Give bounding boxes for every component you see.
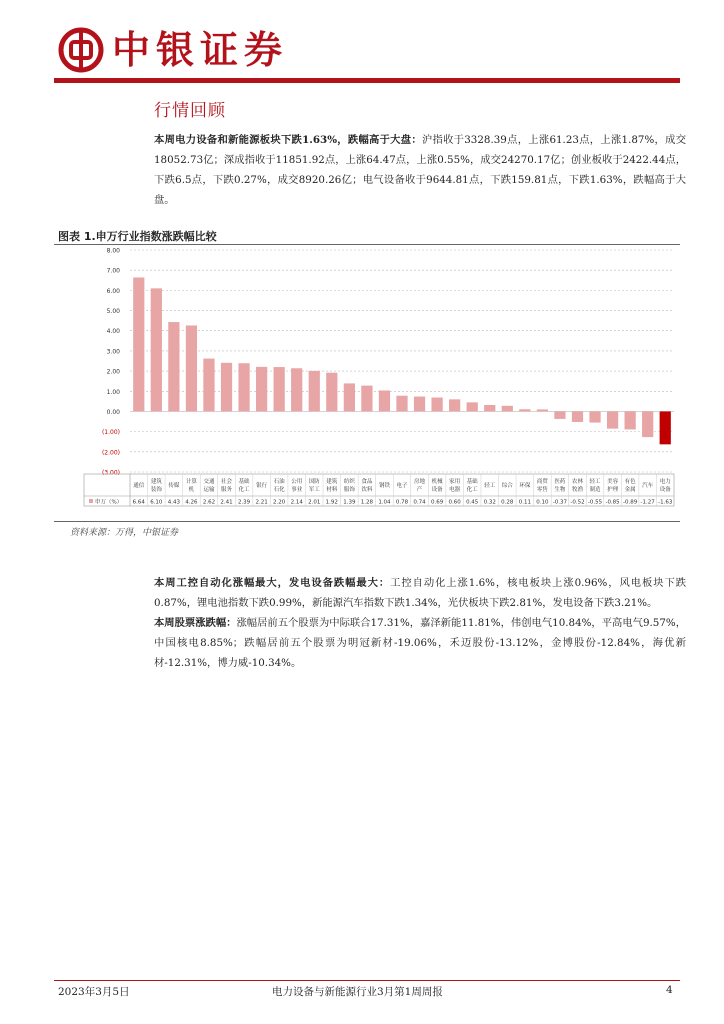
data-label: -0.37 [552, 499, 568, 506]
category-label: 机 [188, 487, 195, 493]
category-label: 美容 [607, 479, 619, 485]
sub-sector-paragraph [154, 573, 686, 613]
bar [414, 397, 425, 412]
figure-title: 图表 1.申万行业指数涨跌幅比较 [58, 230, 217, 243]
data-label: 0.28 [501, 499, 514, 506]
footer-report-name: 电力设备与新能源行业3月第1周周报 [272, 986, 443, 998]
y-tick-label: (2.00) [101, 449, 120, 457]
data-label: 1.92 [325, 499, 338, 506]
category-label: 制造 [589, 487, 601, 493]
y-tick-label: 2.00 [106, 368, 120, 376]
figure-source: 资料来源：万得，中银证券 [70, 528, 179, 538]
data-label: 2.41 [220, 499, 233, 506]
data-label: -0.85 [605, 499, 620, 506]
bar [274, 367, 285, 411]
y-tick-label: 4.00 [106, 328, 120, 336]
footer-divider [54, 980, 680, 981]
category-label: 机械 [431, 479, 443, 485]
figure-top-rule [54, 244, 680, 245]
category-label: 装饰 [150, 487, 162, 493]
category-label: 社会 [221, 479, 233, 485]
category-label: 房地 [414, 479, 426, 485]
data-label: -0.55 [587, 499, 603, 506]
y-tick-label: 7.00 [106, 267, 120, 275]
category-label: 基础 [466, 479, 478, 485]
data-label: 6.64 [132, 499, 145, 506]
category-label: 电子 [396, 483, 408, 489]
category-label: 运输 [203, 487, 215, 493]
y-tick-label: 1.00 [106, 388, 120, 396]
category-label: 基础 [238, 479, 250, 485]
bar [537, 409, 548, 411]
bar [256, 367, 267, 412]
data-label: 1.39 [343, 499, 356, 506]
data-label: 0.60 [448, 499, 461, 506]
bar [133, 277, 144, 411]
bar [344, 383, 355, 411]
y-tick-label: 5.00 [106, 308, 120, 316]
para1-lead: 本周电力设备和新能源板块下跌1.63%，跌幅高于大盘： [154, 134, 422, 146]
footer-date: 2023年3月5日 [58, 986, 130, 998]
category-label: 石化 [273, 487, 285, 493]
bar [221, 363, 232, 412]
category-label: 服饰 [343, 487, 355, 493]
legend-swatch [89, 499, 93, 503]
bar [361, 386, 372, 412]
data-label: 0.10 [536, 499, 549, 506]
category-label: 材料 [326, 487, 338, 493]
y-tick-label: 8.00 [106, 247, 120, 255]
category-label: 化工 [466, 487, 478, 493]
bar [484, 405, 495, 411]
category-label: 设备 [431, 487, 443, 493]
page-number: 4 [666, 984, 673, 996]
data-label: 1.04 [378, 499, 391, 506]
bar [326, 373, 337, 412]
bar [168, 322, 179, 411]
bar [642, 411, 653, 437]
figure-bottom-rule [54, 521, 680, 522]
section-title: 行情回顾 [154, 101, 226, 121]
data-label: -0.52 [570, 499, 585, 506]
bar [502, 406, 513, 412]
bar [203, 359, 214, 412]
category-label: 医药 [554, 479, 566, 485]
category-label: 产 [416, 487, 423, 493]
company-logo [58, 26, 288, 74]
category-label: 公用 [291, 479, 303, 485]
data-label: 2.39 [237, 499, 251, 506]
category-label: 事业 [291, 487, 303, 493]
category-label: 农林 [571, 479, 583, 485]
data-label: -0.89 [623, 499, 638, 506]
category-label: 国防 [308, 479, 320, 485]
category-label: 牧渔 [571, 487, 583, 493]
data-label: 0.78 [395, 499, 409, 506]
data-label: 0.11 [518, 499, 531, 506]
market-review-paragraph [154, 130, 686, 210]
data-label: 2.21 [255, 499, 268, 506]
bar [572, 411, 583, 421]
para2-lead: 本周工控自动化涨幅最大，发电设备跌幅最大： [154, 577, 391, 589]
bar [431, 398, 442, 412]
para3-lead: 本周股票涨跌幅： [154, 617, 237, 629]
bar [291, 368, 302, 411]
data-label: -1.27 [640, 499, 655, 506]
category-label: 建筑 [326, 479, 338, 485]
header-divider [54, 78, 680, 83]
bar [151, 288, 162, 411]
category-label: 建筑 [150, 479, 162, 485]
category-label: 传媒 [168, 483, 180, 489]
bar [625, 411, 636, 429]
category-label: 电器 [449, 487, 461, 493]
category-label: 纺织 [343, 479, 355, 485]
y-tick-label: 6.00 [106, 287, 120, 295]
data-label: 0.45 [466, 499, 479, 506]
category-label: 汽车 [642, 483, 654, 489]
bar [607, 411, 618, 428]
category-label: 零售 [536, 487, 548, 493]
boc-logo-icon [58, 27, 104, 73]
category-label: 环保 [519, 483, 531, 489]
data-label: 0.74 [413, 499, 426, 506]
data-label: 2.14 [290, 499, 303, 506]
bar [554, 411, 565, 418]
category-label: 轻工 [589, 479, 601, 485]
data-label: 0.32 [483, 499, 496, 506]
data-label: 2.20 [273, 499, 286, 506]
bar [309, 371, 320, 412]
category-label: 有色 [624, 479, 636, 485]
data-label: 6.10 [150, 499, 163, 506]
data-label: 4.43 [167, 499, 180, 506]
category-label: 服务 [221, 487, 233, 493]
bar [396, 396, 407, 412]
bar [449, 399, 460, 411]
legend-label: 申万（%） [95, 499, 123, 506]
category-label: 金属 [624, 487, 636, 493]
category-label: 轻工 [484, 483, 496, 489]
category-label: 护理 [607, 487, 619, 493]
category-label: 银行 [256, 483, 268, 489]
data-label: 4.26 [185, 499, 198, 506]
category-label: 综合 [501, 483, 513, 489]
category-label: 电力 [659, 479, 671, 485]
category-label: 商贸 [536, 479, 548, 485]
data-label: 2.01 [308, 499, 321, 506]
para2-body: 工控自动化上涨1.6%，核电板块上涨0.96%，风电板块下跌0.87%，锂电池指数下跌0.99%，新能源汽车指数下跌1.34%，光伏板块下跌2.81%，发电设备下跌3.21%。 [154, 577, 686, 609]
category-label: 饮料 [361, 487, 373, 493]
y-tick-label: (1.00) [101, 429, 120, 437]
category-label: 通信 [133, 483, 145, 489]
category-label: 石油 [273, 479, 285, 485]
data-label: 0.69 [430, 499, 444, 506]
category-label: 设备 [659, 487, 671, 493]
bar [186, 325, 197, 411]
data-label: 1.28 [360, 499, 374, 506]
category-label: 军工 [308, 487, 320, 493]
industry-change-bar-chart [54, 246, 680, 518]
bar [467, 402, 478, 411]
category-label: 家用 [449, 479, 461, 485]
bar [238, 363, 249, 411]
para1-body: 沪指收于3328.39点，上涨61.23点，上涨1.87%，成交18052.73亿；深成指收于11851.92点，上涨64.47点，上涨0.55%，成交24270.17亿；创业板收于2422.44点，下跌6.5点，下跌0.27%，成交8920.26亿；电气设备收于9644.81点，下跌159.81点，下跌1.63%，跌幅高于大盘。 [154, 134, 686, 206]
category-label: 钢铁 [378, 483, 390, 489]
y-tick-label: (3.00) [101, 469, 120, 477]
stock-movers-paragraph [154, 613, 686, 673]
y-tick-label: 0.00 [106, 408, 120, 416]
bar [519, 409, 530, 411]
bar [379, 390, 390, 411]
category-label: 化工 [238, 487, 250, 493]
y-tick-label: 3.00 [106, 348, 120, 356]
category-label: 食品 [361, 479, 373, 485]
data-label: -1.63 [658, 499, 673, 506]
bar [660, 411, 671, 444]
category-label: 交通 [203, 479, 215, 485]
category-label: 生物 [554, 487, 566, 493]
category-label: 计算 [185, 479, 197, 485]
bar [589, 411, 600, 422]
logo-text: 中银证券 [112, 28, 289, 72]
para3-body: 涨幅居前五个股票为中际联合17.31%，嘉泽新能11.81%，伟创电气10.84%，平高电气9.57%，中国核电8.85%；跌幅居前五个股票为明冠新材-19.06%，禾迈股份-13.12%，金博股份-12.84%，海优新材-12.31%，博力威-10.34%。 [154, 617, 687, 669]
data-label: 2.62 [202, 499, 216, 506]
